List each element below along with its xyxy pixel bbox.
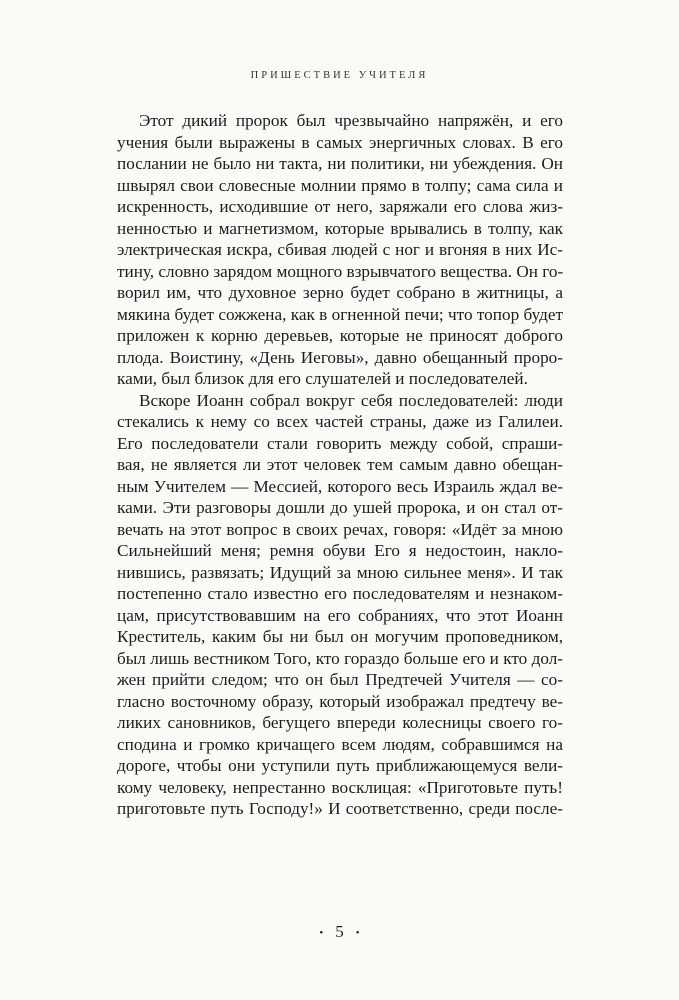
- text-line: гласно восточному образу, который изображал предтечу ве-: [117, 691, 563, 711]
- text-line: нившись, развязать; Идущий за мною сильнее меня». И так: [117, 562, 563, 582]
- page-number: [0, 922, 679, 942]
- folio-dot-right: •: [355, 927, 360, 940]
- text-line: цам, присутствовавшим на его собраниях, что этот Иоанн: [117, 605, 563, 625]
- text-line: приложен к корню деревьев, которые не приносят доброго: [117, 326, 563, 345]
- text-line: ненностью и магнетизмом, которые врывались в толпу, как: [117, 218, 563, 238]
- text-line: постепенно стало известно его последователям и незнаком-: [117, 584, 563, 603]
- text-line: ворил им, что духовное зерно будет собрано в житницы, а: [117, 283, 563, 302]
- text-line: ным Учителем — Мессией, которого весь Израиль ждал ве-: [117, 476, 563, 496]
- text-line: искренность, исходившие от него, заряжали его слова жиз-: [117, 197, 563, 216]
- text-line: тину, словно зарядом мощного взрывчатого вещества. Он го-: [117, 261, 563, 281]
- running-head: ПРИШЕСТВИЕ УЧИТЕЛЯ: [250, 70, 429, 81]
- text-line: Сильнейший меня; ремня обуви Его я недостоин, накло-: [117, 541, 563, 560]
- text-line: ками. Эти разговоры дошли до ушей пророка, и он стал от-: [117, 498, 563, 517]
- text-line: плода. Воистину, «День Иеговы», давно обещанный проро-: [117, 347, 563, 367]
- text-line: вечать на этот вопрос в своих речах, говоря: «Идёт за мною: [117, 519, 563, 539]
- text-line: вая, не является ли этот человек тем самым давно обещан-: [117, 455, 563, 474]
- folio-number: 5: [335, 922, 344, 941]
- text-line: стекались к нему со всех частей страны, даже из Галилеи.: [117, 412, 563, 431]
- text-line: был лишь вестником Того, кто гораздо больше его и кто дол-: [117, 648, 563, 668]
- text-line: приготовьте путь Господу!» И соответственно, среди после-: [117, 799, 563, 818]
- text-line: жен прийти следом; что он был Предтечей Учителя — со-: [117, 670, 563, 689]
- text-line: Вскоре Иоанн собрал вокруг себя последователей: люди: [139, 390, 563, 410]
- text-line: учения были выражены в самых энергичных словах. В его: [117, 132, 563, 152]
- text-line: сподина и громко кричащего всем людям, собравшимся на: [117, 734, 563, 754]
- text-line: Этот дикий пророк был чрезвычайно напряжён, и его: [139, 111, 563, 130]
- text-line: дороге, чтобы они уступили путь приближающемуся вели-: [117, 756, 563, 775]
- text-line: кому человеку, непрестанно восклицая: «Приготовьте путь!: [117, 777, 563, 797]
- text-line: швырял свои словесные молнии прямо в толпу; сама сила и: [117, 175, 563, 195]
- text-line: ками, был близок для его слушателей и последователей.: [117, 369, 528, 388]
- text-line: ликих сановников, бегущего впереди колесницы своего го-: [117, 713, 563, 732]
- text-line: электрическая искра, сбивая людей с ног и вгоняя в них Ис-: [117, 240, 563, 259]
- text-line: Креститель, каким бы ни был он могучим проповедником,: [117, 627, 563, 646]
- text-line: Его последователи стали говорить между собой, спраши-: [117, 433, 563, 453]
- body-text: [117, 110, 563, 820]
- text-line: послании не было ни такта, ни политики, ни убеждения. Он: [117, 154, 563, 173]
- text-line: мякина будет сожжена, как в огненной печи; что топор будет: [117, 304, 563, 324]
- folio-dot-left: •: [319, 927, 324, 940]
